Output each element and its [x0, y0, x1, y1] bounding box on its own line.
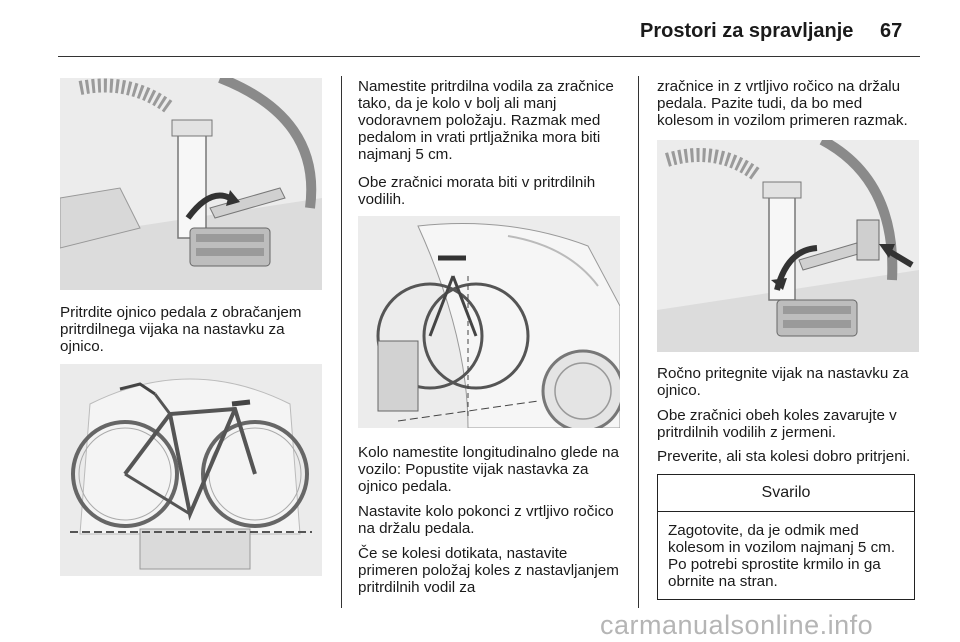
- header-rule: [58, 56, 920, 57]
- column-divider-1: [341, 76, 342, 608]
- page-title: Prostori za spravljanje: [640, 20, 854, 42]
- watermark: carmanualsonline.info: [600, 610, 874, 640]
- col2-paragraph-1: Namestite pritrdilna vodila za zračnice tako, da je kolo v bolj ali manj vodoravnem položaju. Razmak med pedalom in vrati prtljažnika mora biti najmanj 5 cm.: [358, 78, 614, 163]
- column-divider-2: [638, 76, 639, 608]
- col2-paragraph-2: Obe zračnici morata biti v pritrdilnih vodilih.: [358, 174, 596, 208]
- clamp-screw-illustration: [657, 140, 919, 352]
- col2-paragraph-3: Kolo namestite longitudinalno glede na vozilo: Popustite vijak nastavka za ojnico pedala.: [358, 444, 619, 495]
- col3-paragraph-1: zračnice in z vrtljivo ročico na držalu pedala. Pazite tudi, da bo med kolesom in vozilom primeren razmak.: [657, 78, 908, 129]
- col3-paragraph-3: Obe zračnici obeh koles zavarujte v pritrdilnih vodilih z jermeni.: [657, 407, 897, 441]
- col2-paragraph-5: Če se kolesi dotikata, nastavite primeren položaj koles z nastavljanjem pritrdilnih vodil za: [358, 545, 619, 596]
- warning-text: Zagotovite, da je odmik med kolesom in vozilom najmanj 5 cm. Po potrebi sprostite krmilo in ga obrnite na stran.: [668, 522, 896, 590]
- bike-on-carrier-illustration: [60, 364, 322, 576]
- col2-paragraph-4: Nastavite kolo pokonci z vrtljivo ročico na držalu pedala.: [358, 503, 614, 537]
- car-with-bike-carrier-illustration: [358, 216, 620, 428]
- col3-paragraph-2: Ročno pritegnite vijak na nastavku za ojnico.: [657, 365, 909, 399]
- col1-paragraph-1: Pritrdite ojnico pedala z obračanjem pritrdilnega vijaka na nastavku za ojnico.: [60, 304, 302, 355]
- col3-paragraph-4: Preverite, ali sta kolesi dobro pritrjeni.: [657, 448, 911, 465]
- page-number: 67: [880, 20, 903, 42]
- warning-title: Svarilo: [658, 475, 914, 512]
- pedal-clamp-illustration: [60, 78, 322, 290]
- warning-box: [657, 474, 915, 600]
